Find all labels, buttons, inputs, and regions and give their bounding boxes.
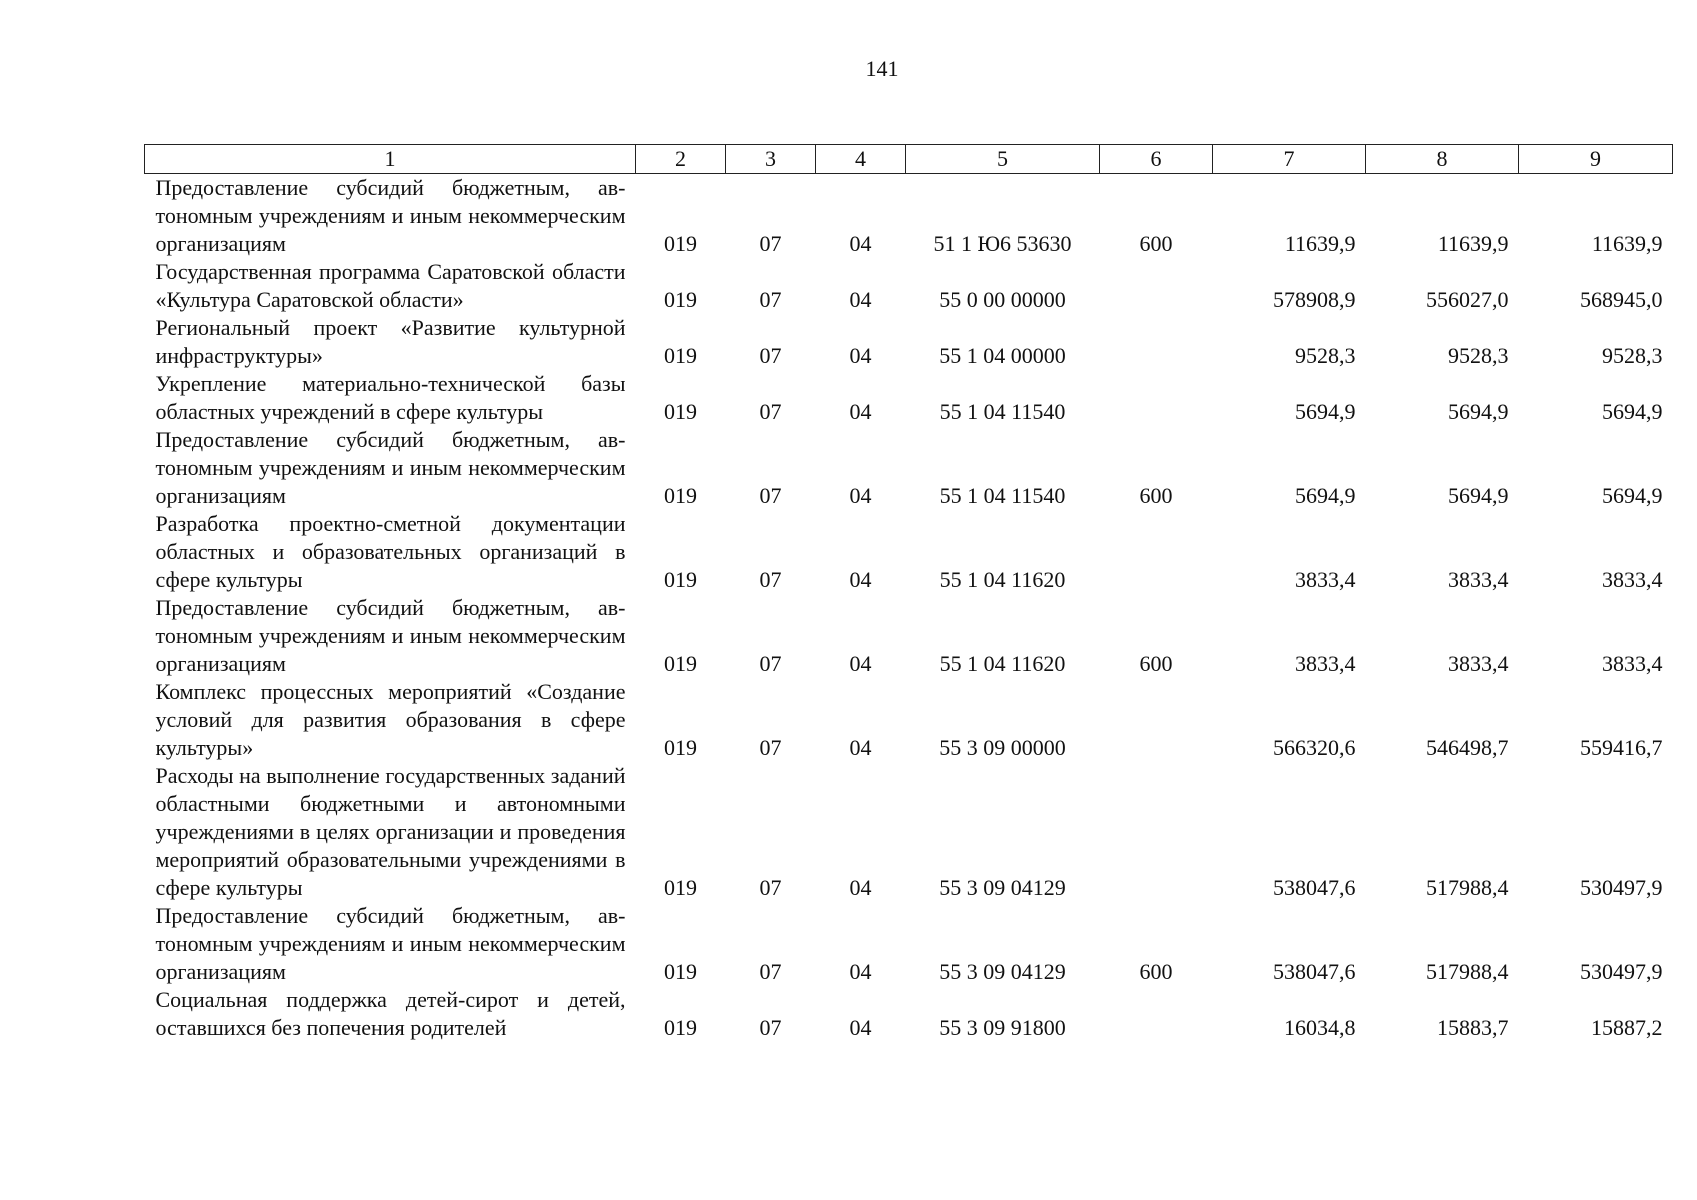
- table-header: [145, 145, 1673, 174]
- expense-type-code: [1100, 510, 1213, 594]
- amount-col-9: 3833,4: [1602, 567, 1663, 592]
- expense-type-code: 600: [1139, 651, 1173, 676]
- section-code: 07: [759, 735, 782, 760]
- amount-col-7: 578908,9: [1273, 287, 1356, 312]
- row-name-cell: [145, 762, 636, 902]
- row-name-cell: [145, 314, 636, 370]
- target-article-code: 55 1 04 11540: [939, 483, 1066, 508]
- header-col-6: 6: [1100, 145, 1213, 174]
- header-col-2: 2: [636, 145, 726, 174]
- section-code: 07: [759, 231, 782, 256]
- section-code: 07: [759, 875, 782, 900]
- table-row: [145, 594, 1673, 678]
- row-name-cell: [145, 678, 636, 762]
- table-row: [145, 174, 1673, 259]
- row-name-cell: [145, 174, 636, 259]
- subsection-code: 04: [849, 1015, 872, 1040]
- grbs-code: 019: [664, 735, 697, 760]
- subsection-code: 04: [849, 735, 872, 760]
- target-article-code: 55 1 04 11540: [939, 399, 1066, 424]
- table-row: [145, 510, 1673, 594]
- amount-col-7: 5694,9: [1295, 399, 1356, 424]
- grbs-code: 019: [664, 343, 697, 368]
- grbs-code: 019: [664, 399, 697, 424]
- expense-type-code: [1100, 762, 1213, 902]
- amount-col-8: 3833,4: [1448, 651, 1509, 676]
- grbs-code: 019: [664, 875, 697, 900]
- section-code: 07: [759, 651, 782, 676]
- header-col-7: 7: [1213, 145, 1366, 174]
- subsection-code: 04: [849, 567, 872, 592]
- section-code: 07: [759, 567, 782, 592]
- expense-type-code: [1100, 370, 1213, 426]
- amount-col-7: 16034,8: [1284, 1015, 1356, 1040]
- row-name: Социальная поддержка детей-сирот и детей, оставшихся без попечения родителей: [155, 987, 626, 1040]
- amount-col-7: 3833,4: [1295, 567, 1356, 592]
- row-name-cell: [145, 594, 636, 678]
- table-row: [145, 986, 1673, 1042]
- amount-col-9: 5694,9: [1602, 399, 1663, 424]
- header-col-8: 8: [1366, 145, 1519, 174]
- amount-col-9: 9528,3: [1602, 343, 1663, 368]
- header-col-4: 4: [816, 145, 906, 174]
- grbs-code: 019: [664, 567, 697, 592]
- target-article-code: 55 1 04 11620: [939, 567, 1066, 592]
- amount-col-9: 5694,9: [1602, 483, 1663, 508]
- row-name: Разработка проектно-сметной документации областных и образовательных организаций в сфере культуры: [155, 511, 626, 592]
- target-article-code: 55 3 09 00000: [939, 735, 1066, 760]
- amount-col-9: 3833,4: [1602, 651, 1663, 676]
- section-code: 07: [759, 483, 782, 508]
- page-number: 141: [865, 56, 899, 81]
- grbs-code: 019: [664, 959, 697, 984]
- amount-col-8: 517988,4: [1426, 959, 1509, 984]
- amount-col-8: 5694,9: [1448, 399, 1509, 424]
- row-name: Предоставление субсидий бюджетным, автономным учреждениям и иным некоммерческим организациям: [155, 595, 626, 676]
- amount-col-8: 11639,9: [1437, 231, 1509, 256]
- target-article-code: 55 1 04 11620: [939, 651, 1066, 676]
- row-name: Предоставление субсидий бюджетным, автономным учреждениям и иным некоммерческим организациям: [155, 903, 626, 984]
- header-col-3: 3: [726, 145, 816, 174]
- target-article-code: 55 3 09 04129: [939, 959, 1066, 984]
- target-article-code: 55 0 00 00000: [939, 287, 1066, 312]
- header-row: [145, 145, 1673, 174]
- row-name-cell: [145, 986, 636, 1042]
- expense-type-code: 600: [1139, 959, 1173, 984]
- expense-type-code: [1100, 986, 1213, 1042]
- section-code: 07: [759, 399, 782, 424]
- expense-type-code: [1100, 258, 1213, 314]
- amount-col-8: 5694,9: [1448, 483, 1509, 508]
- amount-col-9: 559416,7: [1580, 735, 1663, 760]
- row-name-cell: [145, 258, 636, 314]
- expense-type-code: [1100, 314, 1213, 370]
- subsection-code: 04: [849, 651, 872, 676]
- amount-col-8: 517988,4: [1426, 875, 1509, 900]
- grbs-code: 019: [664, 483, 697, 508]
- subsection-code: 04: [849, 399, 872, 424]
- section-code: 07: [759, 1015, 782, 1040]
- subsection-code: 04: [849, 875, 872, 900]
- table-row: [145, 902, 1673, 986]
- amount-col-8: 9528,3: [1448, 343, 1509, 368]
- amount-col-9: 530497,9: [1580, 959, 1663, 984]
- target-article-code: 51 1 Ю6 53630: [933, 231, 1072, 256]
- amount-col-8: 546498,7: [1426, 735, 1509, 760]
- amount-col-7: 566320,6: [1273, 735, 1356, 760]
- grbs-code: 019: [664, 1015, 697, 1040]
- row-name: Укрепление материально-технической базы областных учреждений в сфере культуры: [155, 371, 626, 424]
- subsection-code: 04: [849, 959, 872, 984]
- amount-col-9: 530497,9: [1580, 875, 1663, 900]
- table-row: [145, 258, 1673, 314]
- header-col-9: 9: [1519, 145, 1673, 174]
- subsection-code: 04: [849, 287, 872, 312]
- expense-type-code: 600: [1139, 231, 1173, 256]
- table-row: [145, 426, 1673, 510]
- amount-col-9: 15887,2: [1591, 1015, 1663, 1040]
- row-name: Государственная программа Саратовской области «Культура Саратовской области»: [155, 259, 626, 312]
- row-name-cell: [145, 426, 636, 510]
- section-code: 07: [759, 343, 782, 368]
- amount-col-8: 3833,4: [1448, 567, 1509, 592]
- amount-col-8: 556027,0: [1426, 287, 1509, 312]
- table-row: [145, 678, 1673, 762]
- grbs-code: 019: [664, 287, 697, 312]
- subsection-code: 04: [849, 483, 872, 508]
- amount-col-7: 3833,4: [1295, 651, 1356, 676]
- expense-type-code: [1100, 678, 1213, 762]
- amount-col-7: 11639,9: [1284, 231, 1356, 256]
- target-article-code: 55 1 04 00000: [939, 343, 1066, 368]
- row-name: Предоставление субсидий бюджетным, автономным учреждениям и иным некоммерческим организациям: [155, 175, 626, 256]
- grbs-code: 019: [664, 231, 697, 256]
- table-row: [145, 370, 1673, 426]
- amount-col-7: 5694,9: [1295, 483, 1356, 508]
- amount-col-9: 11639,9: [1591, 231, 1663, 256]
- section-code: 07: [759, 959, 782, 984]
- amount-col-7: 9528,3: [1295, 343, 1356, 368]
- row-name: Комплекс процессных мероприятий «Создание условий для развития образования в сфере культуры»: [155, 679, 626, 760]
- amount-col-7: 538047,6: [1273, 875, 1356, 900]
- table-row: [145, 314, 1673, 370]
- amount-col-9: 568945,0: [1580, 287, 1663, 312]
- grbs-code: 019: [664, 651, 697, 676]
- row-name-cell: [145, 510, 636, 594]
- header-col-5: 5: [906, 145, 1100, 174]
- amount-col-8: 15883,7: [1437, 1015, 1509, 1040]
- expense-type-code: 600: [1139, 483, 1173, 508]
- row-name: Региональный проект «Развитие культурной инфраструктуры»: [155, 315, 626, 368]
- row-name: Предоставление субсидий бюджетным, автономным учреждениям и иным некоммерческим организациям: [155, 427, 626, 508]
- row-name-cell: [145, 370, 636, 426]
- subsection-code: 04: [849, 231, 872, 256]
- table-body: [145, 174, 1673, 1043]
- target-article-code: 55 3 09 91800: [939, 1015, 1066, 1040]
- table-row: [145, 762, 1673, 902]
- row-name-cell: [145, 902, 636, 986]
- budget-table: [144, 144, 1673, 1042]
- target-article-code: 55 3 09 04129: [939, 875, 1066, 900]
- row-name: Расходы на выполнение государственных заданий областными бюджетными и автономными учреждениями в целях организации и проведения мероприятий образовательными учреждениями в сфере культуры: [155, 763, 626, 900]
- section-code: 07: [759, 287, 782, 312]
- subsection-code: 04: [849, 343, 872, 368]
- header-col-1: 1: [145, 145, 636, 174]
- amount-col-7: 538047,6: [1273, 959, 1356, 984]
